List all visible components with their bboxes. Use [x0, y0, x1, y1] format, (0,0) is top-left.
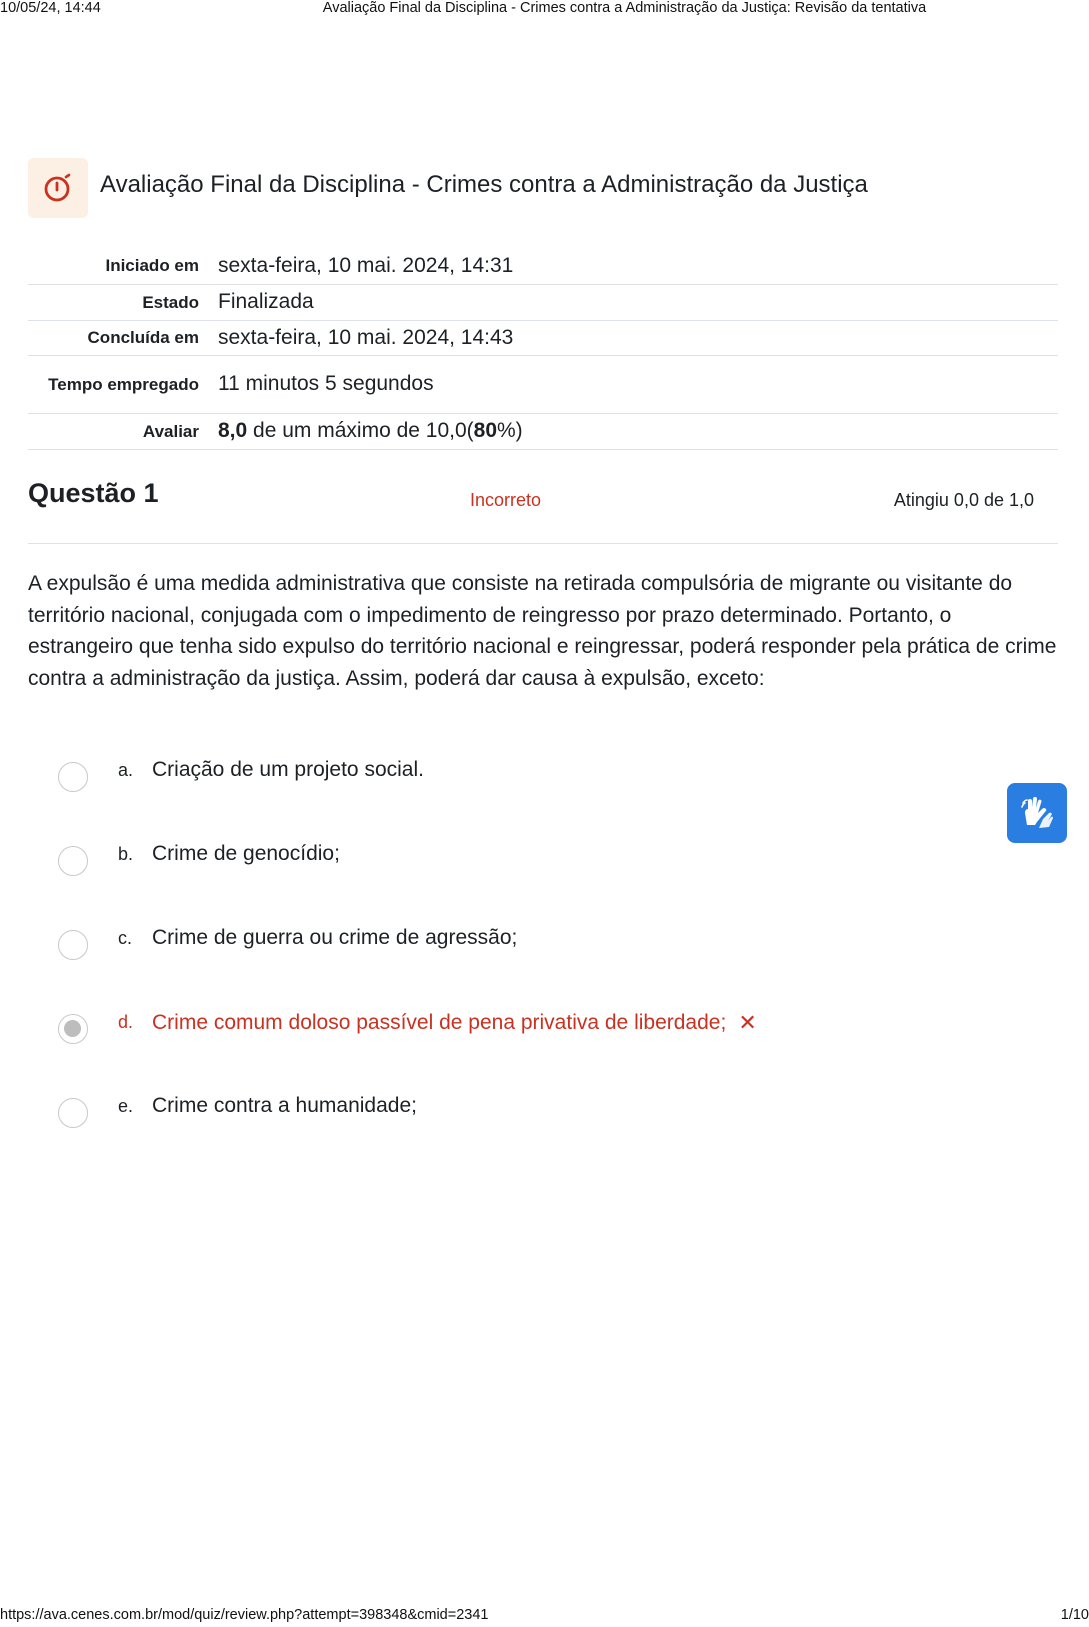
answer-option-d[interactable]	[28, 1010, 928, 1094]
summary-row-state	[28, 284, 1058, 320]
radio-button[interactable]	[58, 762, 88, 792]
question-header	[28, 478, 1058, 544]
question-title: Questão 1	[28, 478, 159, 508]
summary-value: Finalizada	[218, 284, 1058, 320]
answer-option-b[interactable]	[28, 842, 928, 926]
quiz-icon-container	[28, 158, 88, 218]
question-text: A expulsão é uma medida administrativa que consiste na retirada compulsória de migrante ou visitante do território nacional, conjugada com o impedimento de reingresso por prazo determinado. Portanto, o estrangeiro que tenha sido expulso do território nacional e reingressar, poderá responder pela prática de crime contra a administração da justiça. Assim, poderá dar causa à expulsão, exceto:	[28, 572, 1057, 690]
quiz-header	[28, 158, 1058, 218]
sign-language-hands-icon	[1019, 795, 1055, 831]
print-datetime: 10/05/24, 14:44	[0, 0, 101, 16]
vlibras-accessibility-button[interactable]	[1007, 783, 1067, 843]
summary-value: sexta-feira, 10 mai. 2024, 14:43	[218, 320, 1058, 355]
answer-letter: e.	[118, 1096, 134, 1116]
print-document-title: Avaliação Final da Disciplina - Crimes contra a Administração da Justiça: Revisão da tentativa	[322, 0, 927, 16]
summary-label: Tempo empregado	[28, 355, 218, 413]
summary-value: 11 minutos 5 segundos	[218, 355, 1058, 413]
answer-list	[28, 758, 928, 1178]
question-status: Incorreto	[470, 490, 542, 510]
summary-row-started	[28, 248, 1058, 284]
answer-letter: a.	[118, 760, 134, 780]
summary-label: Estado	[28, 284, 218, 320]
summary-label: Concluída em	[28, 320, 218, 355]
incorrect-x-icon: ✕	[738, 1010, 757, 1035]
answer-text: Crime comum doloso passível de pena privativa de liberdade;	[152, 1011, 727, 1034]
summary-label: Avaliar	[28, 413, 218, 449]
print-footer	[0, 1607, 1089, 1627]
attempt-summary-table	[28, 248, 1058, 450]
quiz-title: Avaliação Final da Disciplina - Crimes contra a Administração da Justiça	[100, 171, 868, 198]
answer-option-a[interactable]	[28, 758, 928, 842]
summary-value	[218, 413, 1058, 449]
answer-option-c[interactable]	[28, 926, 928, 1010]
answer-letter: c.	[118, 928, 133, 948]
answer-text: Crime de genocídio;	[152, 842, 340, 865]
summary-label: Iniciado em	[28, 248, 218, 284]
answer-text: Crime de guerra ou crime de agressão;	[152, 926, 518, 949]
answer-text: Criação de um projeto social.	[152, 758, 424, 781]
answer-letter: b.	[118, 844, 134, 864]
print-header	[0, 0, 1089, 18]
grade-mid: de um máximo de 10,0(	[247, 419, 474, 442]
question-grade: Atingiu 0,0 de 1,0	[893, 490, 1034, 510]
print-url: https://ava.cenes.com.br/mod/quiz/review.php?attempt=398348&cmid=2341	[0, 1607, 489, 1623]
summary-value: sexta-feira, 10 mai. 2024, 14:31	[218, 248, 1058, 284]
answer-text: Crime contra a humanidade;	[152, 1094, 417, 1117]
quiz-clock-icon	[43, 173, 73, 203]
grade-score: 8,0	[218, 419, 248, 442]
answer-option-e[interactable]	[28, 1094, 928, 1178]
summary-row-completed	[28, 320, 1058, 355]
grade-end: %)	[497, 419, 523, 442]
summary-row-grade	[28, 413, 1058, 449]
radio-button[interactable]	[58, 1098, 88, 1128]
summary-row-time	[28, 355, 1058, 413]
answer-text-wrapper	[152, 1010, 757, 1036]
radio-button-selected[interactable]	[58, 1014, 88, 1044]
radio-button[interactable]	[58, 930, 88, 960]
grade-percent: 80	[473, 419, 497, 442]
print-page-number: 1/10	[1060, 1607, 1089, 1623]
radio-button[interactable]	[58, 846, 88, 876]
answer-letter: d.	[118, 1012, 134, 1032]
